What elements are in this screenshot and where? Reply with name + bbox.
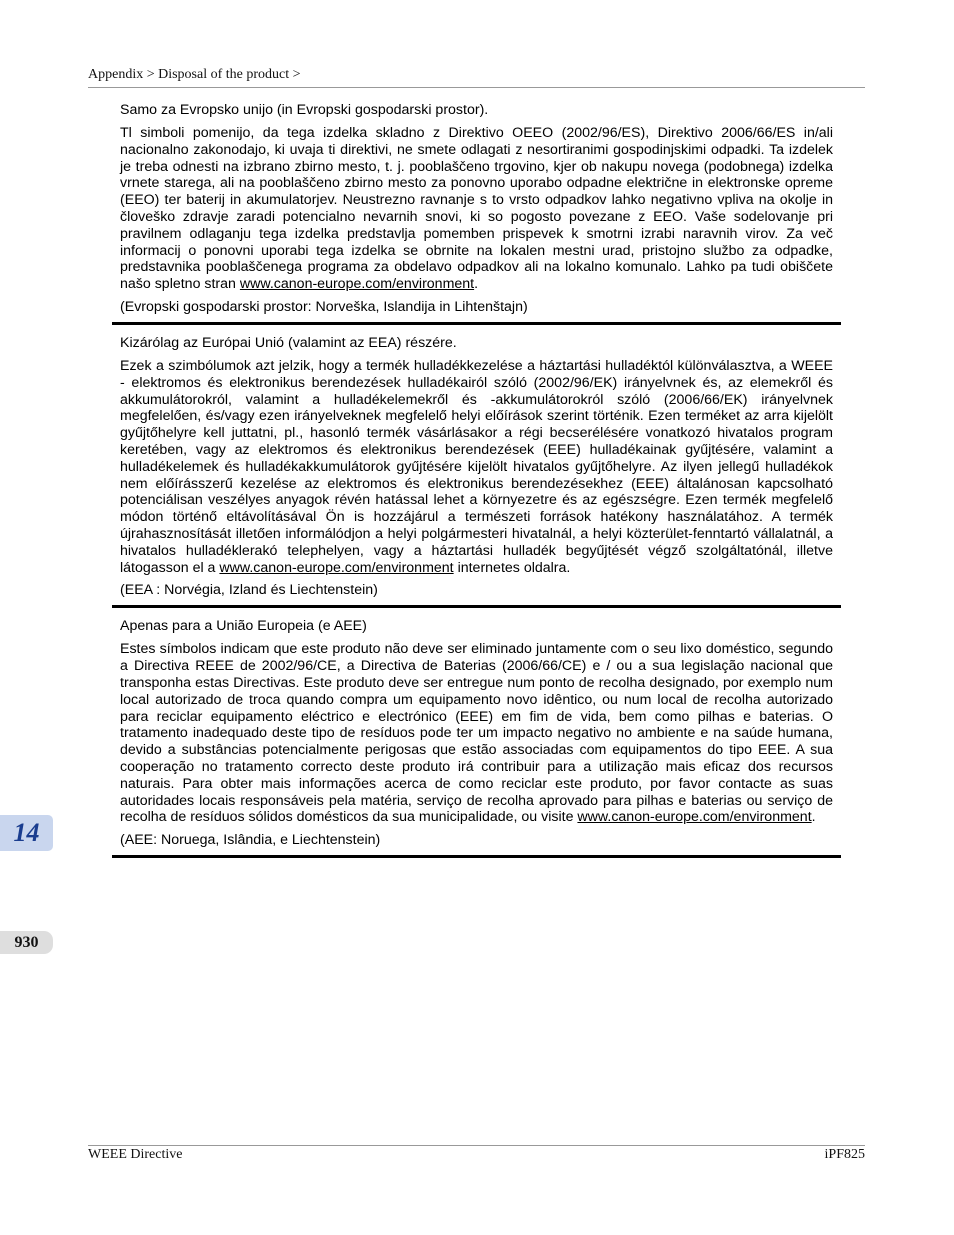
header-divider [88,87,865,88]
footer-title: WEEE Directive [88,1147,183,1162]
chapter-tab[interactable] [0,815,53,851]
section-heading: Samo za Evropsko unijo (in Evropski gospodarski prostor). [120,102,489,118]
section-note: (EEA : Norvégia, Izland és Liechtenstein) [120,582,378,599]
body-text-end: . [474,276,479,293]
environment-link[interactable]: www.canon-europe.com/environment [577,809,812,826]
page-number: 930 [14,933,39,951]
page-number-tab [0,931,53,954]
environment-link[interactable]: www.canon-europe.com/environment [239,276,475,293]
body-text-end: . [811,809,816,826]
body-text: Tl simboli pomenijo, da tega izdelka skladno z Direktivo OEEO (2002/96/ES), Direktivo 2006/66/ES in/ali nacionalno zakonodajo, ki uvaja ti direktivi, ne smete odlagati z nesortiranimi gospodinjskimi odpadki. Ta izdelek je treba odnesti na izbrano zbirno mesto, t. j. pooblaščeno trgovino, kjer ob nakupu novega (podobnega) izdelka vrnete starega, ali na pooblaščeno zbirno mesto za ponovno uporabo odpadne električne in elektronske opreme (EEO) ter baterij in akumulatorjev. Neustrezno ravnanje s to vrsto odpadkov lahko negativno vpliva na okolje in človeško zdravje zaradi potencialno nevarnih snovi, ki so pogosto povezane z EEO. Vaše sodelovanje pri pravilnem odlaganju tega izdelka predstavlja pomemben prispevek k smotrni izrabi naravnih virov. Za več informacij o ponovni uporabi tega izdelka se obrnite na lokalen mestni urad, pristojno službo za odpadke, predstavnika pooblaščenega programa za obdelavo odpadkov ali na lokalno komunalo. Lahko pa tudi obiščete našo spletno stran [120,125,833,293]
section-note: (AEE: Noruega, Islândia, e Liechtenstein) [120,832,381,849]
body-text: Estes símbolos indicam que este produto não deve ser eliminado juntamente com o seu lixo doméstico, segundo a Directiva REEE de 2002/96/CE, a Directiva de Baterias (2006/66/CE) e / ou a sua legislação nacional que transponha estas Directivas. Este produto deve ser entregue num ponto de recolha designado, por exemplo num local autorizado de troca quando compra um equipamento novo idêntico, ou num local de recolha autorizado para reciclar equipamento eléctrico e electrónico (EEE) em fim de vida, bem como pilhas e baterias. O tratamento inadequado deste tipo de resíduos pode ter um impacto negativo no ambiente e na saúde humana, devido a substâncias potencialmente perigosas que estão associadas com equipamentos do tipo EEE. A sua cooperação no tratamento correcto deste produto irá contribuir para a utilização mais eficaz dos recursos naturais. Para obter mais informações acerca de como reciclar este produto, por favor contacte as suas autoridades locais responsáveis pela matéria, serviço de recolha aprovado para pilhas e baterias ou serviço de recolha de resíduos sólidos domésticos da sua municipalidade, ou visite [120,641,833,826]
section-body [120,641,833,826]
section-hungarian [112,335,841,608]
section-note: (Evropski gospodarski prostor: Norveška, Islandija in Lihtenštajn) [120,298,528,315]
section-heading: Apenas para a União Europeia (e AEE) [120,618,367,635]
section-portuguese [112,618,841,858]
section-body [120,125,833,293]
section-heading: Kizárólag az Európai Unió (valamint az EEA) részére. [120,334,457,351]
body-text: Ezek a szimbólumok azt jelzik, hogy a termék hulladékkezelése a háztartási hulladéktól különválasztva, a WEEE - elektromos és elektronikus berendezések hulladékairól szóló (2002/96/EK) irányelvnek és, az elemekről és akkumulátorokról, valamint a hulladékelemekről és -akkumulátorokról szóló (2006/66/EK) irányelvnek megfelelően, és/vagy ezen irányelveknek megfelelő helyi előírások szerint történik. Ezen terméket az arra kijelölt gyűjtőhelyre kell juttatni, pl., hasonló termék vásárlásakor a régi becserélésére vonatkozó hivatalos program keretében, vagy az elektromos és elektronikus berendezések (EEE) hulladékainak gyűjtésére, valamint a hulladékelemek és hulladékakkumulátorok gyűjtésére kijelölt hivatalos gyűjtőhelyre. Az ilyen jellegű hulladékok nem előírásszerű kezelése az elektromos és elektronikus berendezésekhez (EEE) általánosan kapcsolható potenciálisan veszélyes anyagok révén hatással lehet a környezetre és az egészségre. Ezen termék megfelelő módon történő eltávolításával Ön is hozzájárul a természeti források hatékony használatához. A termék újrahasznosítását illetően informálódjon a helyi polgármesteri hivatalnál, a helyi közterület-fenntartó vállalatnál, a hivatalos hulladéklerakó telephelyen, vagy a háztartási hulladék begyűjtését végző szolgáltatónál, illetve látogasson el a [120,357,833,576]
environment-link[interactable]: www.canon-europe.com/environment [219,559,454,576]
chapter-number: 14 [13,818,40,847]
body-text-end: internetes oldalra. [453,559,571,576]
section-body [120,358,833,576]
footer-divider [88,1145,865,1146]
breadcrumb: Appendix > Disposal of the product > [88,67,301,82]
section-slovenian [112,102,841,325]
footer-model: iPF825 [824,1147,865,1162]
content-sections [112,100,841,868]
